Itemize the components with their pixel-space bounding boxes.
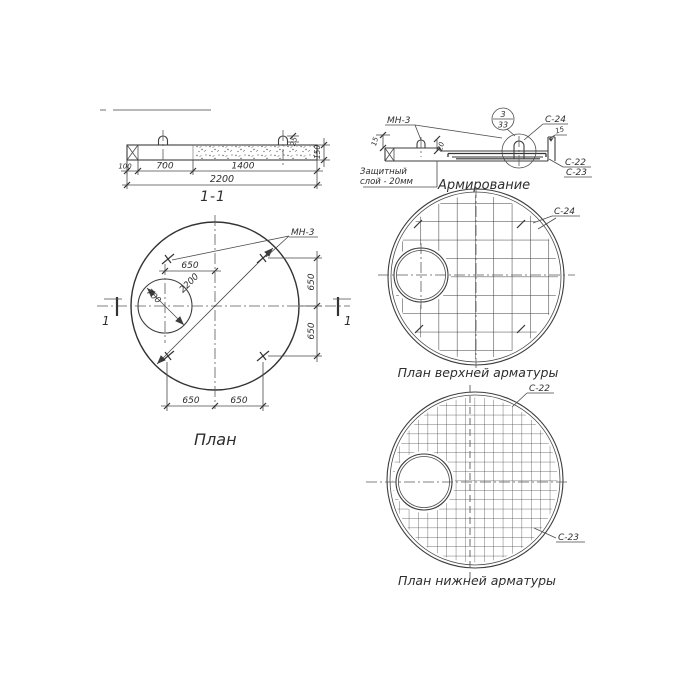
dim-label-100: 100: [118, 162, 132, 171]
plan-label-mn3: МН-3: [291, 228, 315, 238]
section-mark-left: [102, 297, 122, 328]
detail-callout-number: 3: [500, 110, 506, 119]
dim-label-700: 700: [156, 161, 174, 172]
reinforcement-section-view: [360, 108, 592, 193]
lower-label-c22: С-22: [529, 384, 550, 394]
detail-callout-sheet: 33: [497, 120, 509, 130]
section-view-1-1: [118, 130, 330, 205]
dim-label-diameter-2200: 2200: [177, 271, 202, 296]
dim-label-cover-20: 20: [436, 141, 447, 152]
dim-label-15-right: 15: [554, 125, 566, 136]
plan-title: План: [194, 430, 237, 449]
dim-label-hole-700: 700: [144, 287, 163, 306]
lower-label-c23: С-23: [558, 533, 579, 543]
dim-label-2200: 2200: [209, 174, 235, 185]
plan-view: [97, 215, 352, 449]
lower-rebar-title: План нижней арматуры: [398, 573, 556, 588]
loop-marks: [162, 253, 269, 361]
dim-label-650-right-upper: 650: [307, 273, 317, 291]
section-mark-right-number: 1: [344, 314, 352, 328]
rebar-label-c23: С-23: [566, 168, 587, 178]
section-mark-right: [333, 297, 352, 328]
dim-label-650-top: 650: [181, 261, 199, 271]
upper-label-c24: С-24: [554, 207, 575, 217]
section-title: 1-1: [200, 189, 226, 205]
upper-rebar-title: План верхней арматуры: [397, 365, 559, 380]
rebar-label-c22: С-22: [565, 158, 586, 168]
dim-label-1400: 1400: [231, 161, 255, 172]
section-mark-left-number: 1: [102, 314, 110, 328]
cover-note-line2: слой - 20мм: [360, 177, 413, 187]
cover-note-line1: Защитный: [360, 167, 407, 177]
dim-label-thickness: 150: [313, 144, 322, 160]
lower-rebar-plan-view: [366, 384, 585, 588]
dim-label-650-right-lower: 650: [307, 322, 317, 340]
dim-label-650-bottom-right: 650: [230, 396, 248, 406]
upper-rebar-plan-view: [378, 187, 580, 380]
dim-label-15-left: 15: [370, 136, 381, 147]
rebar-label-c24: С-24: [545, 115, 566, 125]
rebar-label-mn3: МН-3: [387, 116, 411, 126]
dim-label-loop-offset: 25: [289, 136, 300, 147]
dim-label-650-bottom-left: 650: [182, 396, 200, 406]
reinforcement-title: Армирование: [438, 178, 531, 193]
